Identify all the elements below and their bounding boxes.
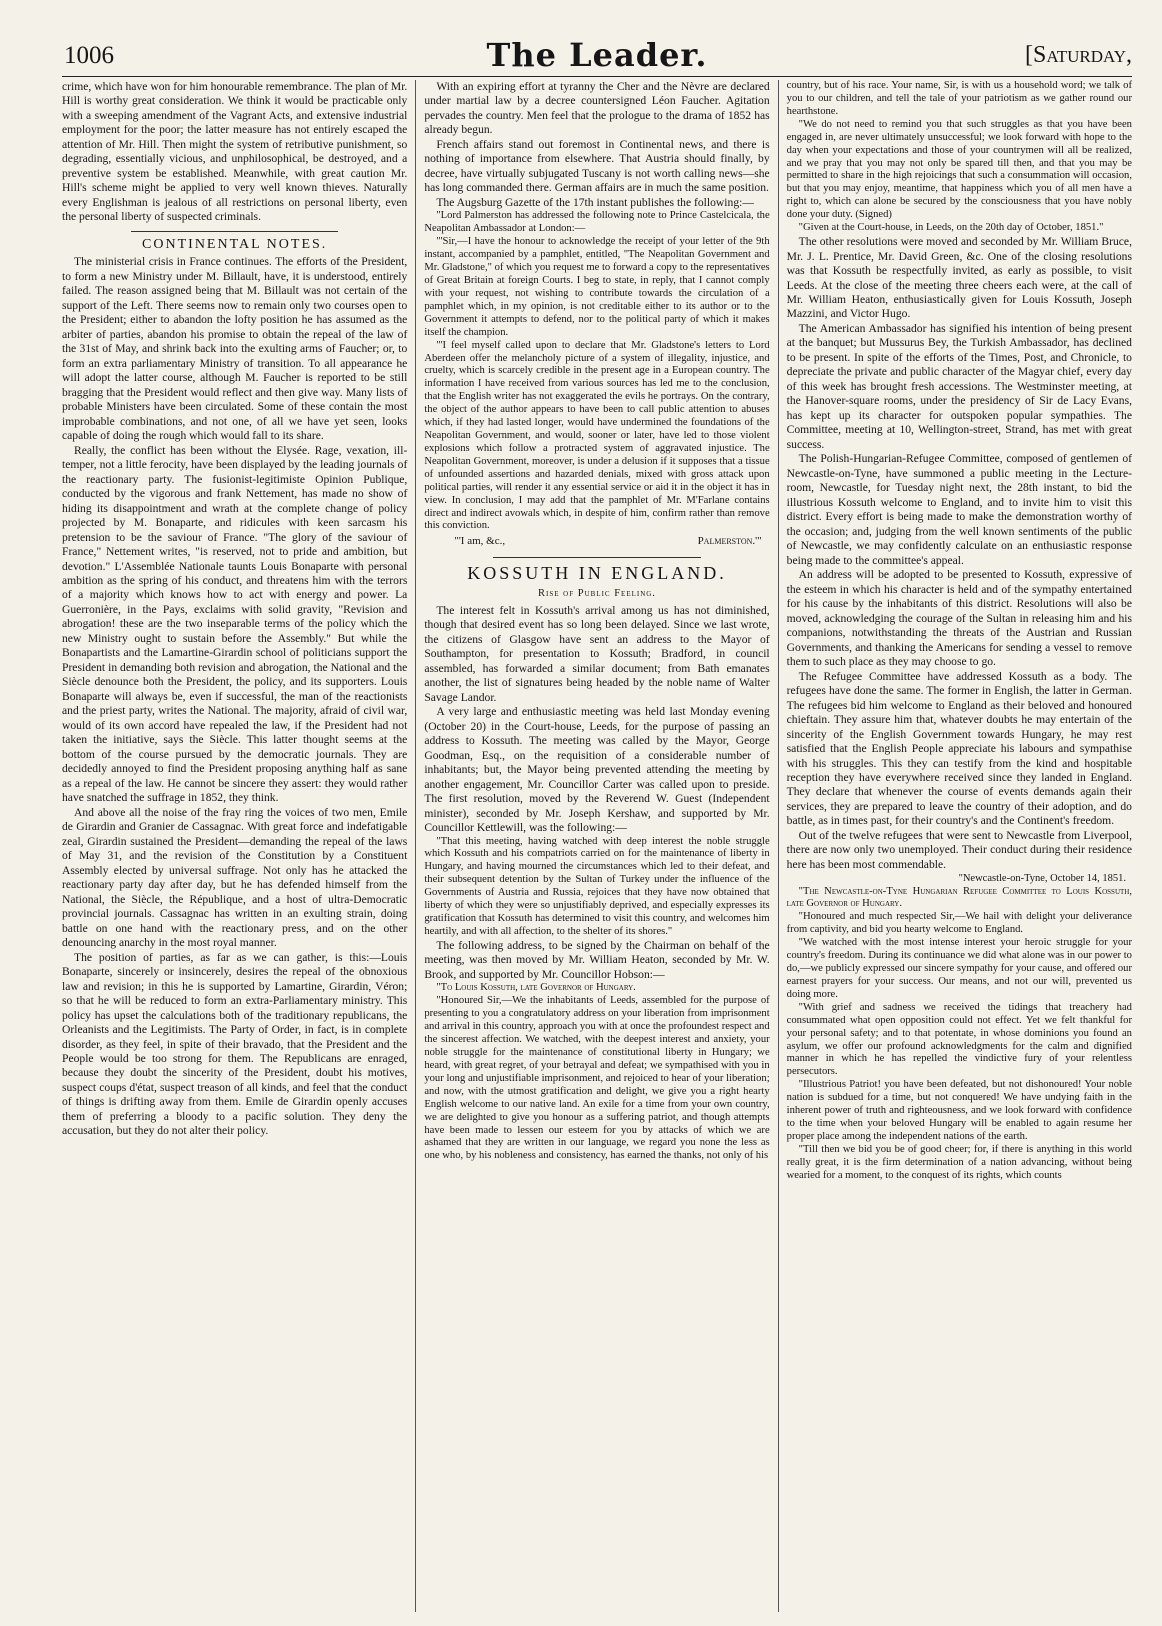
paragraph: The position of parties, as far as we can gather, is this:—Louis Bonaparte, sincerely or insincerely, desires the repeal of the obnoxious law and revision; in this he is supported by Lamartine, Girardin, Véron; so that he will be reduced to form an extra-Parliamentary ministry. This policy has upset the calculations both of the traditionary republicans, the Orleanists and the Legitimists. The Party of Order, in fact, is in complete disorder, as they feel, in spite of their bravado, that the President and the People would be too strong for them. The Republicans are enraged, because they doubt the sincerity of the President, doubt his motives, suspect coups d'état, suspect treason of all kinds, and feel that the conduct of things is drifting away from them. Emile de Girardin openly accuses them of preferring a bloody to a pacific solution. They deny the accusation, but they do not alter their policy.: [62, 950, 408, 1138]
quoted-paragraph: "Honoured and much respected Sir,—We hail with delight your deliverance from captivity, and bid you hearty welcome to England.: [786, 911, 1132, 936]
section-divider: [493, 557, 700, 558]
paragraph: A very large and enthusiastic meeting was held last Monday evening (October 20) in the Court-house, Leeds, for the purpose of passing an address to Kossuth. The meeting was called by the Mayor, George Goodman, Esq., on the requisition of a considerable number of inhabitants; but, the Mayor being prevented attending the meeting by another engagement, Mr. Councillor Carter was called upon to preside. The first resolution, moved by the Reverend W. Guest (Independent minister), seconded by Mr. Joseph Kershaw, and supported by Mr. Councillor Kettlewill, was the following:—: [424, 705, 770, 835]
paragraph: French affairs stand out foremost in Continental news, and there is nothing of importance from elsewhere. That Austria should finally, by decree, have virtually subjugated Tuscany is not worth calling news—she has long commanded there. German affairs are in much the same position.: [424, 137, 770, 195]
newspaper-title: The Leader.: [486, 36, 708, 74]
column-3: [779, 80, 1132, 1612]
paragraph: The ministerial crisis in France continues. The efforts of the President, to form a new Ministry under M. Billault, have, it is understood, entirely failed. The reason assigned being that M. Billault was not certain of the support of the Left. There seems now to remain only two courses open to the President; either to abandon the lofty position he has assumed as the arbiter of parties, abandon his promise to obtain the repeal of the law of the 31st of May, and shrink back into the exulting arms of Faucher; or, to form an extra parliamentary Ministry of transition. To all appearance he will adopt the latter course, although M. Faucher is reported to be still bragging that the President would reflect and then give way. Many lists of probable Ministers have been circulated. Some of these contain the most improbable combinations, and not one, of all we have yet seen, looks capable of doing the rough which would fall to its share.: [62, 255, 408, 443]
page-number: 1006: [64, 42, 114, 69]
paragraph: The interest felt in Kossuth's arrival among us has not diminished, though that desired event has so long been delayed. Since we last wrote, the citizens of Glasgow have sent an address to the Mayor of Southampton, for presentation to Kossuth; Bradford, in council assembled, has forwarded a similar document; from Bath emanates another, the list of signatures being headed by the noble name of Walter Savage Landor.: [424, 603, 770, 704]
quoted-paragraph: "Given at the Court-house, in Leeds, on the 20th day of October, 1851.": [798, 222, 1104, 234]
quoted-paragraph: country, but of his race. Your name, Sir, is with us a household word; we talk of you to our children, and tell the tale of your patriotism as we gather round our hearthstone.: [786, 80, 1132, 117]
column-1: [62, 80, 415, 1612]
address-heading: "To Louis Kossuth, late Governor of Hungary.: [436, 982, 636, 994]
paragraph: crime, which have won for him honourable remembrance. The plan of Mr. Hill is worthy great consideration. We think it would be practicable only with a sweeping amendment of the Vagrant Acts, and extensive industrial employment for the poor; the latter measure has not entirely escaped the attention of Mr. Hill. Then might the system of retributive punishment, so degrading, essentially vicious, and unphilosophical, be destroyed, and a preventive system be established. Meanwhile, with great caution Mr. Hill's scheme might be applied to very well known thieves. Naturally every Englishman is jealous of all restrictions on personal liberty, even the personal liberty of suspected criminals.: [62, 80, 408, 224]
paragraph: The Augsburg Gazette of the 17th instant publishes the following:—: [436, 195, 754, 209]
paragraph: And above all the noise of the fray ring the voices of two men, Emile de Girardin and Granier de Cassagnac. With great force and indefatigable zeal, Girardin sustained the President—demanding the repeal of the laws of May 31, and the revision of the Constitution by a Constituent Assembly elected by universal suffrage. Not only has he attacked the reactionary party day after day, but he has defended himself from the National, the Siècle, the République, and a host of ultra-Democratic provincial journals. Cassagnac has written in an exulting strain, doing battle on one hand with the reactionary press, and on the other denouncing anarchy in the most royal manner.: [62, 805, 408, 950]
column-2: [416, 80, 777, 1612]
paragraph: The Polish-Hungarian-Refugee Committee, composed of gentlemen of Newcastle-on-Tyne, have summoned a public meeting in the Lecture-room, Newcastle, for Tuesday night next, the 28th instant, to bid the illustrious Kossuth welcome to England, and to invite him to visit this district. Every effort is being made to make the demonstration worthy of the occasion; and, judging from the well known sentiments of the public of Newcastle, we may confidently calculate on an enthusiastic response being made to the committee's appeal.: [786, 452, 1132, 567]
paragraph: The American Ambassador has signified his intention of being present at the banquet; but Mussurus Bey, the Turkish Ambassador, has declined to be present. In spite of the efforts of the Times, Post, and Chronicle, to depreciate the private and public character of the Magyar chief, every day of this week has brought fresh accessions. The Westminster meeting, at the Hanover-square rooms, under the presidency of Sir de Lacy Evans, has kept up its character for outspoken popular sympathies. The Committee, meeting at 10, Wellington-street, Strand, has met with great success.: [786, 321, 1132, 451]
masthead: [62, 36, 1132, 77]
quoted-paragraph: "Illustrious Patriot! you have been defeated, but not dishonoured! Your noble nation is subdued for a time, but not conquered! We have undying faith in the inherent power of truth and righteousness, and we look forward with confidence to the time when your beloved Hungary will be enabled to again resume her proper place among the independent nations of the earth.: [786, 1079, 1132, 1143]
quoted-paragraph: "'I feel myself called upon to declare that Mr. Gladstone's letters to Lord Aberdeen offer the melancholy picture of a system of illegality, injustice, and cruelty, which is scarcely credible in the present age in a European country. The information I have received from various sources has led me to the conclusion, that the English writer has not exaggerated the evils he portrays. On the contrary, the object of the author appears to have been to call public attention to abuses which, if they had lasted longer, would have undermined the foundations of the Neapolitan Government, and would, sooner or later, have led to those violent explosions which follow a protracted system of aggravated injustice. The Neapolitan Government, moreover, is under a delusion if it supposes that a tissue of unfounded assertions and hazarded denials, mixed with gross attack upon political parties, will render it any essential service or aid it in the object it has in view. In conclusion, I may add that the pamphlet of Mr. M'Farlane contains direct and indirect avowals which, in despite of him, confirm rather than remove this conviction.: [424, 339, 770, 532]
quoted-paragraph: "That this meeting, having watched with deep interest the noble struggle which Kossuth and his compatriots carried on for the maintenance of liberty in Hungary, and having mourned the circumstances which led to their defeat, and their subsequent detention by the Sultan of Turkey under the influence of the Governments of Austria and Russia, rejoices that they have now obtained that liberty of which they were so unjustifiably deprived, and especially expresses its gratification that Kossuth has determined to visit this country, and welcomes him heartily, and with all affection, to the shelter of its shores.": [424, 835, 770, 937]
quoted-paragraph: "Honoured Sir,—We the inhabitants of Leeds, assembled for the purpose of presenting to you a congratulatory address on your liberation from imprisonment and arrival in this country, approach you with at once the profoundest respect and the sincerest affection. We watched, with the deepest interest and anxiety, your noble struggle for the maintenance of constitutional liberty in Hungary; we heard, with great regret, of your betrayal and defeat; we sympathised with you in your long and unjustifiable imprisonment, and rejoiced to hear of your liberation; and now, with the utmost gratification and delight, we give you a right hearty English welcome to our native land. An exile for a time from your own country, we are delighted to give you honour as a suffering patriot, and though attempts have been made to lessen our esteem for you by attacks of which we are ashamed that they are written in our language, we regard you none the less as one who, by his nobleness and consistency, has earned the thanks, not only of his: [424, 995, 770, 1162]
section-heading-kossuth: KOSSUTH IN ENGLAND.: [467, 563, 727, 584]
dateline: "Newcastle-on-Tyne, October 14, 1851.: [958, 873, 1126, 885]
section-divider: [131, 231, 338, 232]
signoff-signature: Palmerston.'": [697, 535, 762, 548]
paragraph: An address will be adopted to be presented to Kossuth, expressive of the esteem in which his character is held and of the sympathy entertained for his cause by the inhabitants of this district. Resolutions will also be moved, acknowledging the courage of the Sultan in releasing him and his companions, notwithstanding the threats of the Austrian and Russian Governments, and thanking the Americans for sending a vessel to remove them to such place as they may choose to go.: [786, 568, 1132, 669]
paragraph: The other resolutions were moved and seconded by Mr. William Bruce, Mr. J. L. Prentice, Mr. David Green, &c. One of the closing resolutions was that Kossuth be respectfully invited, as early as possible, to visit Leeds. At the close of the meeting three cheers each were, at the call of Mr. William Heaton, enthusiastically given for Louis Kossuth, Joseph Mazzini, and Victor Hugo.: [786, 235, 1132, 321]
section-heading-continental-notes: CONTINENTAL NOTES.: [142, 236, 328, 252]
quoted-paragraph: "'Sir,—I have the honour to acknowledge the receipt of your letter of the 9th instant, accompanied by a pamphlet, entitled, "The Neapolitan Government and Mr. Gladstone," of which you request me to forward a copy to the representatives of Great Britain at foreign Courts. I beg to state, in reply, that I cannot comply with your request, not wishing to contribute towards the circulation of a pamphlet which, in my opinion, is not creditable either to its author or to the Government it attempts to defend, nor to the political party of which it makes itself the champion.: [424, 236, 770, 338]
letter-signoff: [424, 533, 769, 551]
signoff-salutation: "'I am, &c.,: [454, 535, 506, 548]
paragraph: The following address, to be signed by the Chairman on behalf of the meeting, was then moved by Mr. William Heaton, seconded by Mr. W. Brook, and supported by Mr. Councillor Hobson:—: [424, 938, 770, 981]
section-subheading: Rise of Public Feeling.: [538, 587, 656, 599]
day-of-week: [Saturday,: [1024, 42, 1132, 68]
paragraph: With an expiring effort at tyranny the Cher and the Nèvre are declared under martial law by a decree countersigned Léon Faucher. Agitation pervades the country. Men feel that the prologue to the drama of 1852 has already begun.: [424, 80, 770, 137]
paragraph: Really, the conflict has been without the Elysée. Rage, vexation, ill-temper, not a little ferocity, have been displayed by the leading journals of the reactionary party. The fusionist-legitimiste Opinion Publique, conducted by the vigorous and frank Nettement, has made no show of hiding its disappointment and wrath at the complete change of policy projected by M. Bonaparte, and ridicules with keen sarcasm his pretension to be the saviour of France. "The glory of the saviour of France," Nettement writes, "is reserved, not to pride and ambition, but devotion." L'Assemblée Nationale taunts Louis Bonaparte with personal ambition as the spring of his conduct, and threatens him with the terrors of a majority which knows how to act with energy and power. La Guerronière, in the Pays, exclaims with solid gravity, "Revision and abrogation! these are the two inseparable terms of the policy which the new Ministry ought to sustain before the Assembly." But while the Bonapartists and the Lamartine-Girardin school of politicians support the President in demanding both revision and abrogation, the National and the Siècle denounce both the President, the policy, and its supporters. Louis Bonaparte will always be, even if successful, the man of the reactionists and the priest party, writes the National. The majority, afraid of civil war, would of its own accord have repealed the law, if the President had not taken the initiative, says the Siècle. This latter thought seems at the bottom of the course pursued by the democratic journals. They are decidedly annoyed to find the President proposing anything half as sane as a repeal of the law. He cannot be sincere they assert: they would rather have snatched the suffrage in 1852, they think.: [62, 443, 408, 805]
paragraph: The Refugee Committee have addressed Kossuth as a body. The refugees have done the same. The former in English, the latter in German. The refugees bid him welcome to England as their beloved and honoured chieftain. They assure him that, whatever doubts he may entertain of the sincerity of the English Government towards Hungary, he may rest satisfied that the English People appreciate his labours and sympathise with his struggles. This they can testify from the kind and hospitable reception they have everywhere received since they landed in England. They declare that whenever the course of events demands again their services, they are prepared to leave the country of their adoption, and do battle, as in times past, for their country's and the Continent's freedom.: [786, 669, 1132, 828]
quoted-paragraph: "We do not need to remind you that such struggles as that you have been engaged in, are never ultimately unsuccessful; we look forward with hope to the day when your expectations and those of your countrymen will all be realized, and we pray that you may not only be spared till then, and that you may be permitted to share in the high rejoicings that such a consummation will occasion, but that you may enjoy, meantime, that happiness which you of all men have a right to, which can alone be secured by the consciousness that you have nobly done your duty. (Signed): [786, 118, 1132, 221]
address-heading: "The Newcastle-on-Tyne Hungarian Refugee Committee to Louis Kossuth, late Governor of Hungary.: [786, 885, 1132, 910]
paragraph: Out of the twelve refugees that were sent to Newcastle from Liverpool, there are now only two unemployed. Their conduct during their residence here has been most commendable.: [786, 828, 1132, 871]
columns: [62, 80, 1132, 1612]
quoted-paragraph: "Lord Palmerston has addressed the following note to Prince Castelcicala, the Neapolitan Ambassador at London:—: [424, 210, 770, 235]
quoted-paragraph: "With grief and sadness we received the tidings that treachery had consummated what open opposition could not effect. Yet we felt thankful for your personal safety; and to that potentate, in whose dominions you found an asylum, we offer our profound acknowledgments for the calm and dignified manner in which he has repelled the vindictive fury of your relentless persecutors.: [786, 1001, 1132, 1078]
quoted-paragraph: "We watched with the most intense interest your heroic struggle for your country's freedom. During its continuance we did what alone was in our power to do,—we publicly expressed our sincere sympathy for your cause, and offered our earnest prayers for your success. Our means, and not our will, prevented us doing more.: [786, 937, 1132, 1000]
quoted-paragraph: "Till then we bid you be of good cheer; for, if there is anything in this world really great, it is the firm determination of a nation advancing, without being wearied for a moment, to the conquest of its rights, which counts: [786, 1143, 1132, 1181]
